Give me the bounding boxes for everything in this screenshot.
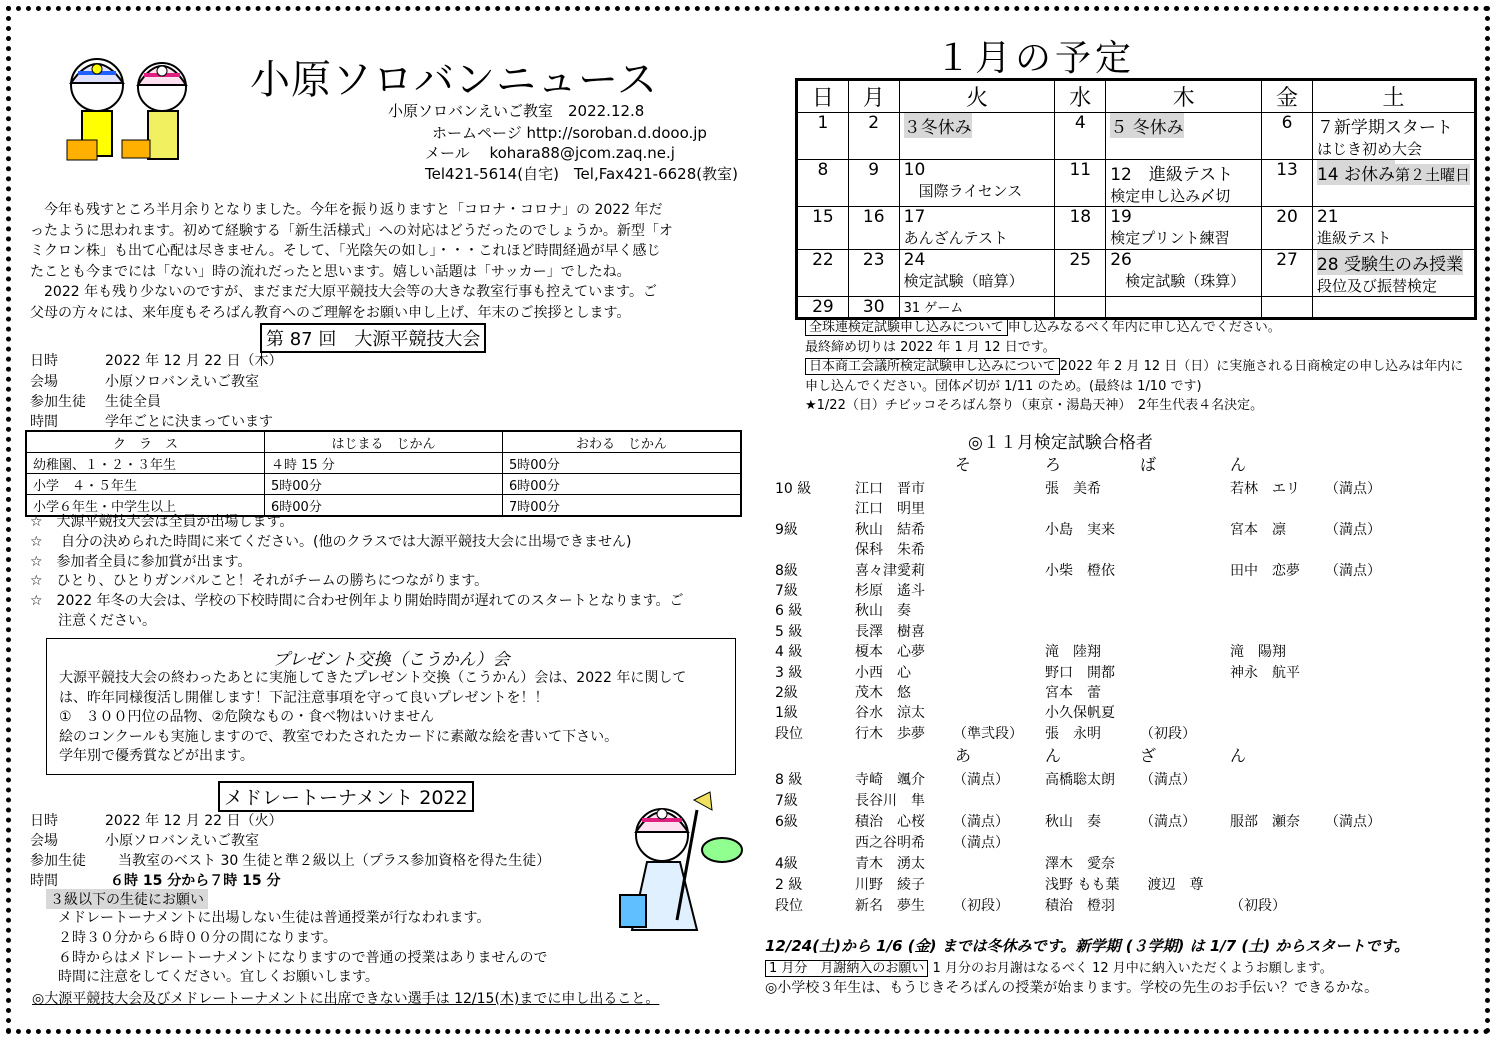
result-cell: 秋山 奏 [1045,814,1101,831]
present-line: 絵のコンクールも実施しますので、教室でわたされたカードに素敵な絵を書いて下さい。 [59,728,619,745]
result-cell: 谷水 涼太 [855,705,925,722]
calendar-day-text: 21 [1316,207,1339,227]
result-cell: 茂木 悠 [855,685,911,701]
result-cell: （満点） [953,814,1009,831]
present-line: ① ３００円位の品物、②危険なもの・食べ物はいけません [59,709,435,725]
calendar-day-text: ７新学期スタート [1316,118,1453,138]
result-cell: 6 級 [775,603,803,620]
result-cell: 秋山 奏 [855,603,911,620]
result-cell: 若林 エリ [1230,481,1300,497]
result-cell: 5 級 [775,623,803,640]
calendar-day-text: 9 [868,160,880,180]
result-cell: 川野 綾子 [855,877,925,894]
results-title: ◎１１月検定試験合格者 [968,433,1153,453]
result-cell: 野口 開都 [1045,664,1115,681]
calendar-day-text: 17 [903,207,926,227]
request-line: メドレートーナメントに出場しない生徒は普通授業が行なわれます。 [58,910,491,926]
contest-value: 2022 年 12 月 22 日（木） [105,353,283,369]
calendar-day-cell [1312,297,1475,319]
result-cell: 江口 明里 [855,501,925,518]
intro-line: 今年も残すところ半月余りとなりました。今年を振り返りますと「コロナ・コロナ」の 2022 年だ [30,202,663,218]
result-cell: （満点） [1325,481,1381,497]
result-cell: 寺崎 颯介 [855,772,925,789]
result-cell: 田中 恋夢 [1230,562,1300,579]
calendar-day-cell [848,113,899,160]
calendar-day-cell [1312,113,1475,160]
calendar-day-cell [1055,297,1106,319]
calendar-day-text: 23 [862,250,885,270]
intro-line: 2022 年も残り少ないのですが、まだまだ大原平競技大会等の大きな教室行事も控えています。ご [30,284,657,300]
results-header-char: ん [1045,746,1062,766]
calendar-day-text: 第２土曜日 [1394,166,1470,184]
children-illustration [52,45,202,185]
calendar-day-cell [848,250,899,297]
weekday-header: 水 [1055,80,1106,113]
calendar-day-text: 11 [1069,160,1092,180]
homepage[interactable]: ホームページ http://soroban.d.dooo.jp [432,124,707,142]
results-header-char: ざ [1140,746,1157,766]
table-cell: 6時00分 [503,474,742,495]
result-cell: 保科 朱希 [855,542,925,559]
mail[interactable]: メール kohara88@jcom.zaq.ne.j [425,144,675,162]
weekday-header: 木 [1106,80,1262,113]
calendar-day-text: 16 [862,207,885,227]
calendar-day-cell [1262,160,1313,207]
weekday-header: 金 [1262,80,1313,113]
calendar-day-text: 検定申し込み〆切 [1110,187,1231,205]
result-cell: 服部 瀬奈 [1230,814,1300,831]
calendar-day-text: 進級テスト [1316,229,1392,247]
result-cell: 段位 [775,898,803,915]
intro-line: 父母の方々には、来年度もそろばん教育へのご理解をお願い申し上げ、年末のご挨拶とします。 [30,304,631,321]
result-cell: 西之谷明希 [855,835,925,852]
calendar-day-text: 31 ゲーム [903,301,964,316]
newsletter-title: 小原ソロバンニュース [250,57,658,103]
calendar-day-text: 30 [862,297,885,317]
medley-value: 小原ソロバンえいご教室 [105,833,259,849]
calendar-day-cell [797,297,849,319]
results-header-char: ん [1230,455,1247,474]
calendar-day-text: 28 受験生のみ授業 [1317,250,1463,275]
calendar-day-cell [899,113,1055,160]
present-exchange-box [46,638,736,775]
weekday-header: 日 [797,80,849,113]
schedule-title: １月の予定 [935,38,1136,79]
weekday-header: 土 [1312,80,1475,113]
table-cell: 小学 ４・５年生 [26,474,265,495]
calendar-day-cell [1055,113,1106,160]
contest-value: 生徒全員 [105,394,161,410]
calendar-week-row [797,160,1476,207]
result-cell: （満点） [953,772,1009,789]
calendar-day-text: 25 [1069,250,1092,270]
result-cell: 9級 [775,521,798,538]
note-line: 注意ください。 [30,612,156,629]
medley-value: 2022 年 12 月 22 日（火） [105,813,283,829]
table-header: はじまる じかん [265,431,503,453]
weekday-header: 火 [899,80,1055,113]
calendar-day-text: 10 [903,160,926,180]
nissho-text: 2022 年 2 月 12 日（日）に実施される日商検定の申し込みは年内に [1059,359,1464,374]
winter-break-notice: 12/24(土)から 1/6 (金) までは冬休みです。新学期 (３学期) は 1/7 (土) からスタートです。 [765,937,1410,955]
result-cell: 神永 航平 [1230,664,1300,681]
calendar-day-text: 6 [1281,113,1293,133]
tel: Tel421-5614(自宅) Tel,Fax421-6628(教室) [425,165,738,183]
calendar-day-cell [1312,160,1475,207]
calendar-day-text: ３冬休み [904,113,972,138]
request-line: 時間に注意をしてください。宜しくお願いします。 [58,969,379,986]
result-cell: 2級 [775,685,798,701]
result-cell: （満点） [1140,814,1196,831]
intro-line: たことも今までには「ない」時の流れだったと思います。嬉しい話題は「サッカー」でしたね。 [30,263,631,280]
calendar-day-text: 検定プリント練習 [1110,229,1230,247]
calendar-day-text: 15 [812,207,834,227]
result-cell: 宮本 蕾 [1045,685,1101,701]
calendar-day-cell [848,207,899,250]
table-cell: 小学６年生・中学生以上 [26,495,265,517]
medley-label: 会場 [30,833,58,849]
results-header-char: ば [1140,455,1157,474]
calendar-day-text: 20 [1276,207,1298,227]
calendar-day-cell [1055,250,1106,297]
fee-text: 1 月分のお月謝はなるべく 12 月中に納入いただくようお願します。 [932,961,1333,976]
contest-label: 時間 [30,414,58,430]
calendar-day-cell [1262,297,1313,319]
present-line: 学年別で優秀賞などが出ます。 [59,748,254,764]
table-row [26,474,741,495]
calendar-day-cell [1262,250,1313,297]
request-line: ６時からはメドレートーナメントになりますので普通の授業はありませんので [58,949,548,966]
calendar-day-text: 14 お休み [1317,160,1395,185]
results-header-char: ん [1230,746,1247,766]
calendar-day-cell [797,160,849,207]
calendar-day-cell [899,297,1055,319]
result-cell: 1級 [775,705,798,722]
note-line: ☆ ひとり、ひとりガンバルこと！それがチームの勝ちにつながります。 [30,573,489,590]
medley-label: 参加生徒 [30,853,86,869]
result-cell: 長澤 樹喜 [855,623,925,640]
result-cell: 3 級 [775,664,803,681]
school-date: 小原ソロバンえいご教室 2022.12.8 [388,102,645,120]
request-body [58,909,547,988]
result-cell: 滝 陽翔 [1230,644,1286,661]
table-cell: 5時00分 [265,474,503,495]
calendar-day-text: 27 [1276,250,1298,270]
calendar-header-row [797,80,1476,113]
calendar-day-cell [1262,113,1313,160]
table-cell: 7時00分 [503,495,742,517]
class-time-table [25,430,742,517]
calendar-day-text: 4 [1074,113,1086,133]
result-cell: 張 永明 [1045,725,1101,742]
calendar-day-cell [1055,160,1106,207]
table-header: ク ラ ス [26,431,265,453]
result-cell: 6級 [775,814,798,831]
calendar-day-text: 8 [817,160,829,180]
table-row [26,453,741,474]
contest-label: 会場 [30,374,58,390]
result-cell: 小西 心 [855,664,911,681]
medley-value: ６時 15 分から７時 15 分 [110,873,281,889]
result-cell: （初段） [1140,725,1196,742]
result-cell: 4 級 [775,644,803,661]
calendar-day-text: 国際ライセンス [903,182,1023,200]
deadline-note: 最終締め切りは 2022 年 1 月 12 日です。 [805,339,1056,355]
result-cell: 浅野 もも葉 渡辺 尊 [1045,877,1204,894]
calendar-day-cell [848,297,899,319]
result-cell: （満点） [1325,562,1381,579]
result-cell: 段位 [775,725,803,742]
calendar-day-cell [1312,207,1475,250]
result-cell: 澤木 愛奈 [1045,856,1115,873]
result-cell: 7級 [775,793,798,810]
result-cell: 長谷川 隼 [855,793,925,810]
result-cell: （満点） [953,835,1009,852]
present-body [59,669,686,767]
note-line: ☆ 2022 年冬の大会は、学校の下校時間に合わせ例年より開始時間が遅れてのスタートとなります。ご [30,593,684,610]
result-cell: 10 級 [775,481,812,497]
contest-heading: 第 87 回 大源平競技大会 [260,323,486,353]
zenshuren-text: 申し込みなるべく年内に申し込んでください。 [1007,320,1281,335]
result-cell: （初段） [953,898,1009,915]
january-calendar [795,78,1477,320]
result-cell: 行木 歩夢 [855,725,925,742]
intro-line: ミクロン株」も出て心配は尽きません。そして、「光陰矢の如し」・・・これほど時間経過が早く感じ [30,243,661,259]
note-line: ☆ 大源平競技大会は全員が出場します。 [30,514,294,530]
calendar-day-cell [1055,207,1106,250]
calendar-day-cell [1312,250,1475,297]
calendar-day-text: 13 [1276,160,1298,180]
result-cell: 8級 [775,562,798,579]
result-cell: 積治 橙羽 [1045,898,1115,915]
medley-label: 日時 [30,813,58,829]
calendar-day-text: 19 [1110,207,1132,227]
note-line: ☆ 自分の決められた時間に来てください。(他のクラスでは大源平競技大会に出場できません) [30,533,632,550]
result-cell: 4級 [775,856,798,873]
nissho-note [805,357,1463,377]
result-cell: 8 級 [775,772,803,789]
calendar-day-text: 検定試験（暗算） [903,272,1024,290]
result-cell: 榎本 心夢 [855,644,925,661]
present-title: プレゼント交換（こうかん）会 [272,650,510,670]
calendar-day-cell [797,113,849,160]
result-cell: （満点） [1325,521,1381,538]
calendar-day-text: 段位及び振替検定 [1316,277,1437,295]
calendar-day-text: 12 進級テスト [1110,165,1234,185]
calendar-week-row [797,207,1476,250]
table-cell: 5時00分 [503,453,742,474]
medley-heading: メドレートーナメント 2022 [218,781,474,812]
calendar-day-cell [899,160,1055,207]
request-heading: ３級以下の生徒にお願い [46,889,208,909]
calendar-week-row [797,113,1476,160]
result-cell: 滝 陸翔 [1045,644,1101,661]
result-cell: 江口 晋市 [855,481,925,497]
request-line: ２時３０分から６時００分の間になります。 [58,929,337,946]
note-line: ☆ 参加者全員に参加賞が出ます。 [30,553,252,570]
nissho-label: 日本商工会議所検定試験申し込みについて [805,358,1060,375]
result-cell: （初段） [1230,898,1286,915]
weekday-header: 月 [848,80,899,113]
calendar-day-cell [1106,160,1262,207]
result-cell: 高橋聡太朗 [1045,772,1115,789]
present-line: 大源平競技大会の終わったあとに実施してきたプレゼント交換（こうかん）会は、2022 年に関して [59,670,687,686]
result-cell: 秋山 結希 [855,521,925,538]
calendar-week-row [797,297,1476,319]
result-cell: （満点） [1140,772,1196,789]
result-cell: 杉原 遙斗 [855,583,925,599]
contest-label: 日時 [30,353,58,369]
contest-notes [30,513,684,632]
calendar-day-text: 29 [812,297,834,317]
table-header: おわる じかん [503,431,742,453]
calendar-day-text: 22 [812,250,834,270]
calendar-day-cell [1106,250,1262,297]
calendar-day-cell [899,207,1055,250]
nissho-note-2: 申し込んでください。団体〆切が 1/11 のため。(最終は 1/10 です) [805,378,1202,394]
results-header-char: ろ [1045,455,1062,474]
result-cell: 7級 [775,583,798,599]
zenshuren-label: 全珠連検定試験申し込みについて [805,319,1008,336]
results-header-char: そ [955,455,972,474]
contest-value: 学年ごとに決まっています [105,414,273,430]
table-cell: ４時 15 分 [265,453,503,474]
calendar-day-cell [899,250,1055,297]
calendar-day-text: 検定試験（珠算） [1110,272,1246,290]
result-cell: （準弐段） [953,725,1023,742]
exam-notes [805,318,1463,416]
result-cell: 2 級 [775,877,803,894]
calendar-day-text: 24 [903,250,926,270]
result-cell: 青木 湧太 [855,856,925,873]
result-cell: 積治 心桜 [855,814,925,831]
calendar-day-cell [1262,207,1313,250]
result-cell: 新名 夢生 [855,898,925,915]
results-list [775,452,1475,922]
intro-line: ったように思われます。初めて経験する「新生活様式」への対応はどうだったのでしょうか。新型「オ [30,222,673,239]
medley-footer-note: ◎大源平競技大会及びメドレートーナメントに出席できない選手は 12/15(木)までに申し出ること。 [32,991,660,1007]
calendar-day-text: 2 [868,113,880,133]
girl-cleaning-illustration [612,790,752,940]
present-line: は、昨年同様復活し開催します！下記注意事項を守って良いプレゼントを！！ [59,689,549,706]
contest-value: 小原ソロバンえいご教室 [105,374,259,390]
festival-note: ★1/22（日）チビッコそろばん祭り（東京・湯島天神） 2年生代表４名決定。 [805,398,1264,413]
result-cell: 宮本 凛 [1230,521,1286,538]
fee-note [765,957,1333,976]
result-cell: 小久保帆夏 [1045,705,1115,722]
zenshuren-note [805,318,1463,338]
result-cell: 小島 実来 [1045,521,1115,538]
medley-value: 当教室のベスト 30 生徒と準２級以上（プラス参加資格を得た生徒） [118,853,551,869]
calendar-day-cell [797,250,849,297]
result-cell: （満点） [1325,814,1381,831]
calendar-week-row [797,250,1476,297]
result-cell: 喜々津愛莉 [855,562,925,579]
calendar-day-cell [1106,113,1262,160]
results-header-char: あ [955,746,972,766]
calendar-day-cell [1106,207,1262,250]
calendar-day-text: あんざんテスト [903,229,1009,247]
calendar-day-cell [797,207,849,250]
school-note: ◎小学校３年生は、もうじきそろばんの授業が始まります。学校の先生のお手伝い？できるかな。 [765,980,1379,996]
intro-paragraph [30,200,673,323]
calendar-day-text: ５ 冬休み [1110,113,1183,138]
result-cell: 小柴 橙依 [1045,562,1115,579]
calendar-day-text: 26 [1110,250,1132,270]
fee-label: 1 月分 月謝納入のお願い [765,960,928,977]
calendar-day-text: はじき初め大会 [1316,140,1422,158]
table-cell: 6時00分 [265,495,503,517]
result-cell: 張 美希 [1045,481,1101,497]
table-header-row [26,431,741,453]
calendar-day-text: 18 [1069,207,1092,227]
calendar-day-cell [848,160,899,207]
medley-label: 時間 [30,873,58,889]
contest-label: 参加生徒 [30,394,86,410]
calendar-day-text: 1 [817,113,829,133]
table-cell: 幼稚園、１・２・３年生 [26,453,265,474]
calendar-day-cell [1106,297,1262,319]
